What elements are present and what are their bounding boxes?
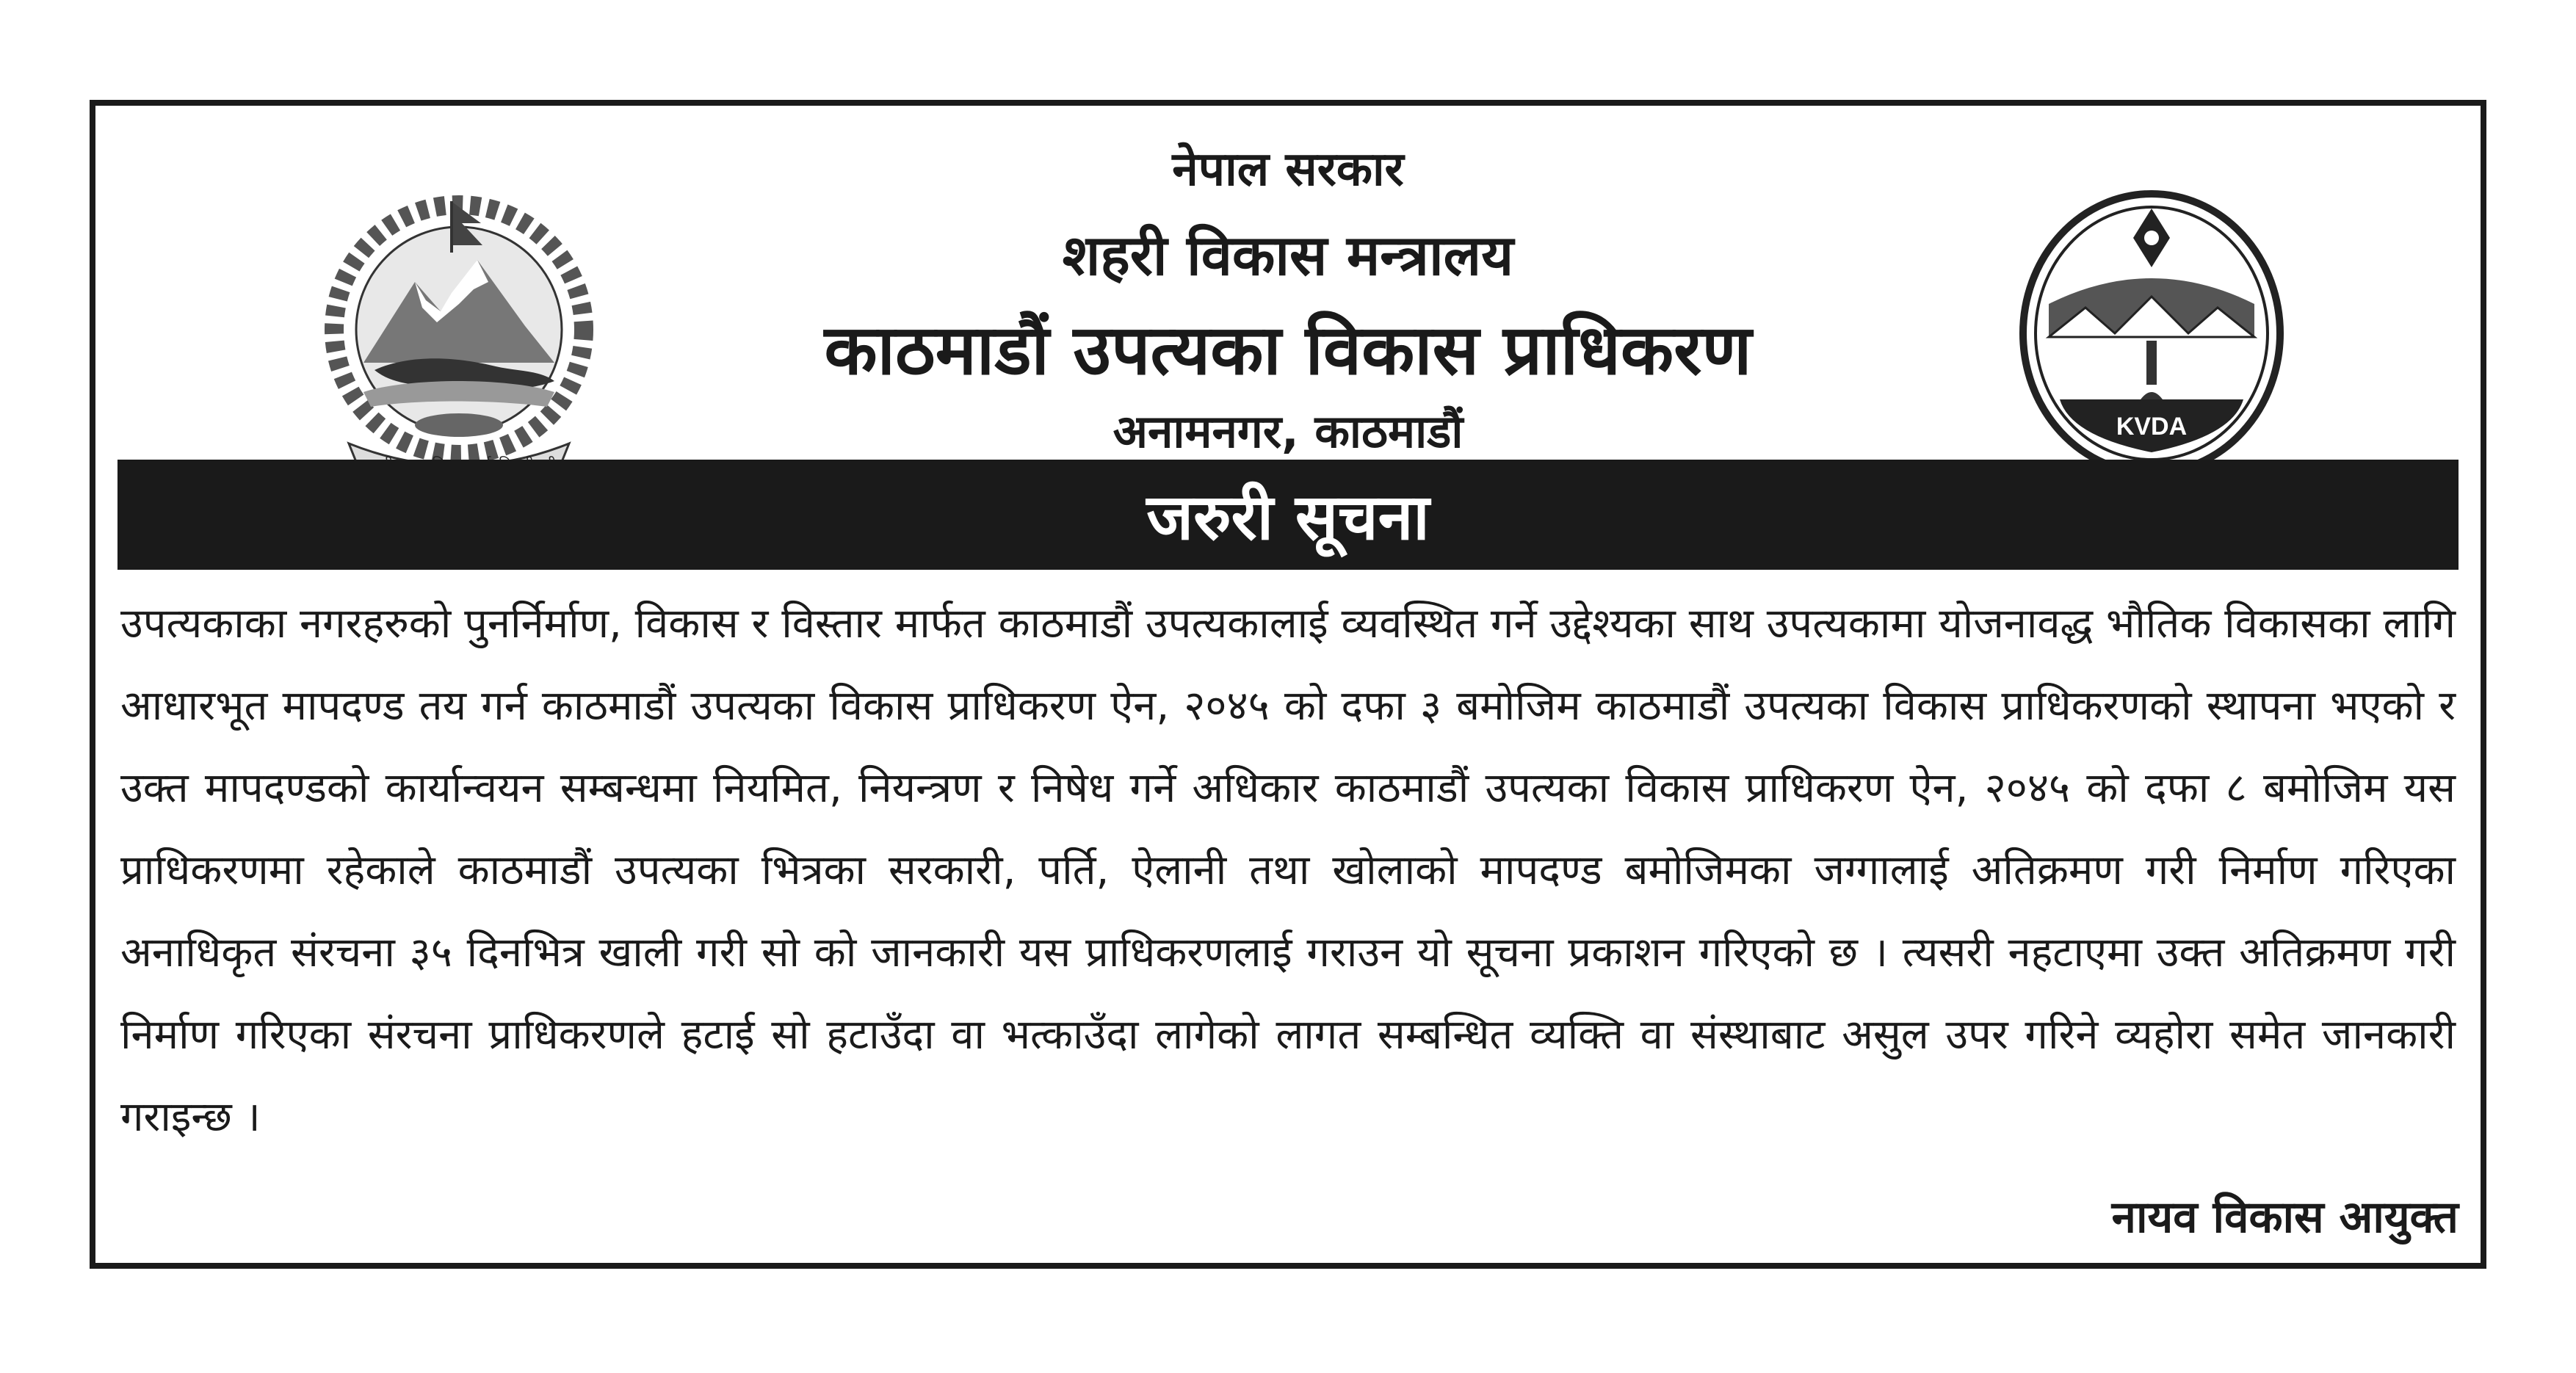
government-name: नेपाल सरकार: [1172, 142, 1404, 197]
signatory-title: नायव विकास आयुक्त: [2111, 1192, 2459, 1243]
authority-address: अनामनगर, काठमाडौं: [1112, 405, 1464, 458]
notice-title-banner: [117, 460, 2459, 570]
notice-frame: [90, 100, 2486, 1269]
notice-body: उपत्यकाका नगरहरुको पुनर्निर्माण, विकास र विस्तार मार्फत काठमाडौं उपत्यकालाई व्यवस्थित गर्ने उद्देश्यका साथ उपत्यकामा योजनावद्ध भौतिक विकासका लागि आधारभूत मापदण्ड तय गर्न काठमाडौं उपत्यका विकास प्राधिकरण ऐन, २०४५ को दफा ३ बमोजिम काठमाडौं उपत्यका विकास प्राधिकरणको स्थापना भएको र उक्त मापदण्डको कार्यान्वयन सम्बन्धमा नियमित, नियन्त्रण र निषेध गर्ने अधिकार काठमाडौं उपत्यका विकास प्राधिकरण ऐन, २०४५ को दफा ८ बमोजिम यस प्राधिकरणमा रहेकाले काठमाडौं उपत्यका भित्रका सरकारी, पर्ति, ऐलानी तथा खोलाको मापदण्ड बमोजिमका जग्गालाई अतिक्रमण गरी निर्माण गरिएका अनाधिकृत संरचना ३५ दिनभित्र खाली गरी सो को जानकारी यस प्राधिकरणलाई गराउन यो सूचना प्रकाशन गरिएको छ । त्यसरी नहटाएमा उक्त अतिक्रमण गरी निर्माण गरिएका संरचना प्राधिकरणले हटाई सो हटाउँदा वा भत्काउँदा लागेको लागत सम्बन्धित व्यक्ति वा संस्थाबाट असुल उपर गरिने व्यहोरा समेत जानकारी गराइन्छ ।: [120, 600, 2456, 1141]
authority-name: काठमाडौं उपत्यका विकास प्राधिकरण: [824, 311, 1752, 391]
ministry-name: शहरी विकास मन्त्रालय: [1062, 222, 1514, 288]
notice-title: जरुरी सूचना: [1146, 480, 1430, 554]
kvda-label: KVDA: [2116, 413, 2188, 441]
kvda-logo-icon: [2005, 179, 2298, 488]
